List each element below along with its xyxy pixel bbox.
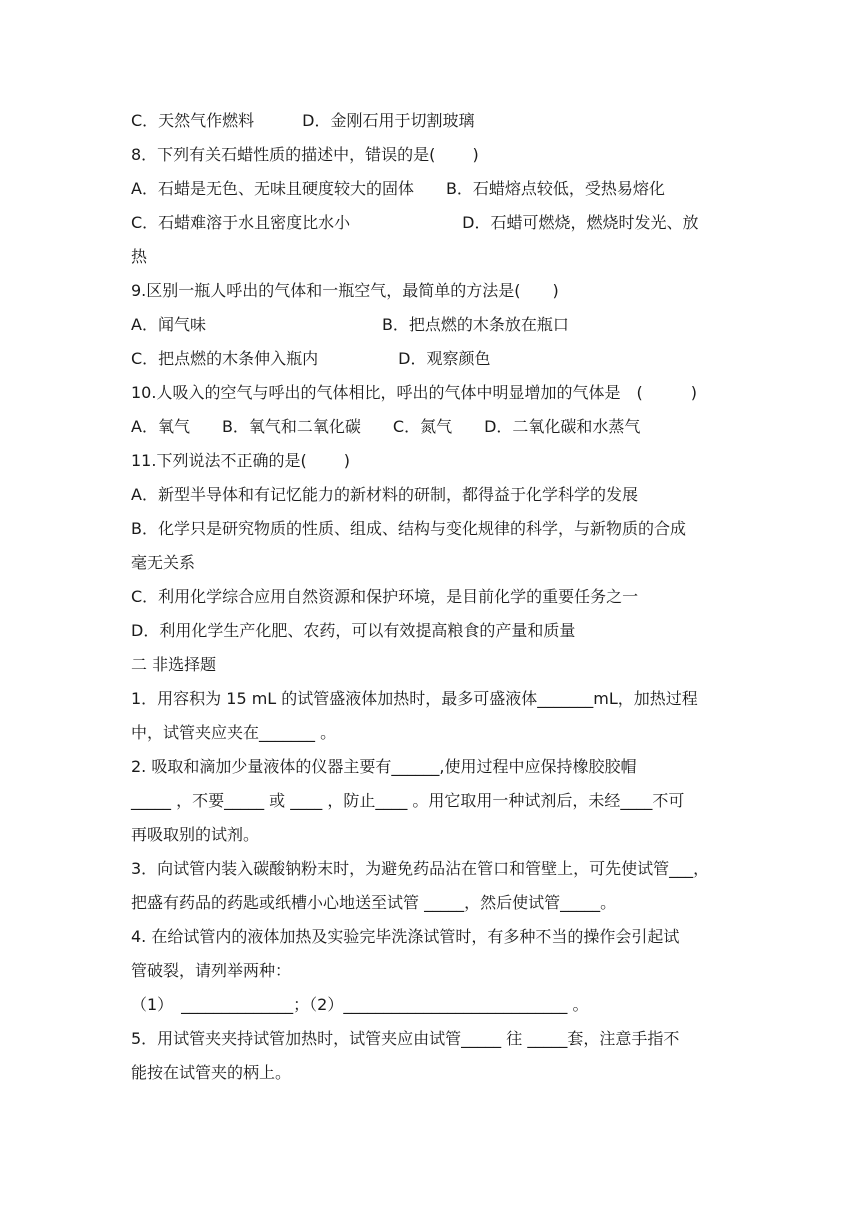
fill-question-5: 5．用试管夹夹持试管加热时，试管夹应由试管_____ 往 _____套，注意手指不 — [131, 1029, 680, 1048]
fill-question-4-line-2: 管破裂，请列举两种： — [131, 961, 292, 980]
fill-question-2-line-3: 再吸取别的试剂。 — [131, 825, 260, 844]
q11-option-d: D．利用化学生产化肥、农药，可以有效提高粮食的产量和质量 — [131, 621, 576, 640]
q11-option-c: C．利用化学综合应用自然资源和保护环境，是目前化学的重要任务之一 — [131, 587, 639, 606]
q8-options-c-d: C．石蜡难溶于水且密度比水小 D．石蜡可燃烧，燃烧时发光、放 — [131, 213, 699, 232]
fill-question-1: 1．用容积为 15 mL 的试管盛液体加热时，最多可盛液体_______mL，加热过程 — [131, 689, 698, 708]
q11-option-b-continued: 毫无关系 — [131, 553, 196, 572]
question-8: 8．下列有关石蜡性质的描述中，错误的是( ) — [131, 145, 479, 164]
section-heading: 二 非选择题 — [131, 655, 217, 674]
option-c-d-q7: C．天然气作燃料 D．金刚石用于切割玻璃 — [131, 111, 475, 130]
q11-option-b: B．化学只是研究物质的性质、组成、结构与变化规律的科学，与新物质的合成 — [131, 519, 686, 538]
fill-question-4-answers: （1） ______________；（2）____________________________ 。 — [131, 995, 589, 1014]
q11-option-a: A．新型半导体和有记忆能力的新材料的研制，都得益于化学科学的发展 — [131, 485, 638, 504]
q8-option-d-continued: 热 — [131, 247, 148, 266]
q8-options-a-b: A．石蜡是无色、无味且硬度较大的固体 B．石蜡熔点较低，受热易熔化 — [131, 179, 665, 198]
fill-question-2-line-2: _____ ，不要_____ 或 ____ ，防止____ 。用它取用一种试剂后，未经____不可 — [131, 791, 685, 810]
question-11: 11.下列说法不正确的是( ) — [131, 451, 351, 470]
question-10: 10.人吸入的空气与呼出的气体相比，呼出的气体中明显增加的气体是 ( ) — [131, 383, 697, 402]
question-9: 9.区别一瓶人呼出的气体和一瓶空气，最简单的方法是( ) — [131, 281, 559, 300]
q9-options-a-b: A．闻气味 B．把点燃的木条放在瓶口 — [131, 315, 569, 334]
fill-question-3: 3．向试管内装入碳酸钠粉末时，为避免药品沾在管口和管壁上，可先使试管___， — [131, 859, 710, 878]
fill-question-5-continued: 能按在试管夹的柄上。 — [131, 1063, 292, 1082]
q9-options-c-d: C．把点燃的木条伸入瓶内 D．观察颜色 — [131, 349, 491, 368]
fill-question-4: 4. 在给试管内的液体加热及实验完毕洗涤试管时，有多种不当的操作会引起试 — [131, 927, 680, 946]
fill-question-1-continued: 中，试管夹应夹在_______ 。 — [131, 723, 337, 742]
q10-options: A．氧气 B．氧气和二氧化碳 C．氮气 D．二氧化碳和水蒸气 — [131, 417, 641, 436]
fill-question-3-continued: 把盛有药品的药匙或纸槽小心地送至试管 _____，然后使试管_____。 — [131, 893, 617, 912]
fill-question-2: 2. 吸取和滴加少量液体的仪器主要有______,使用过程中应保持橡胶胶帽 — [131, 757, 637, 776]
